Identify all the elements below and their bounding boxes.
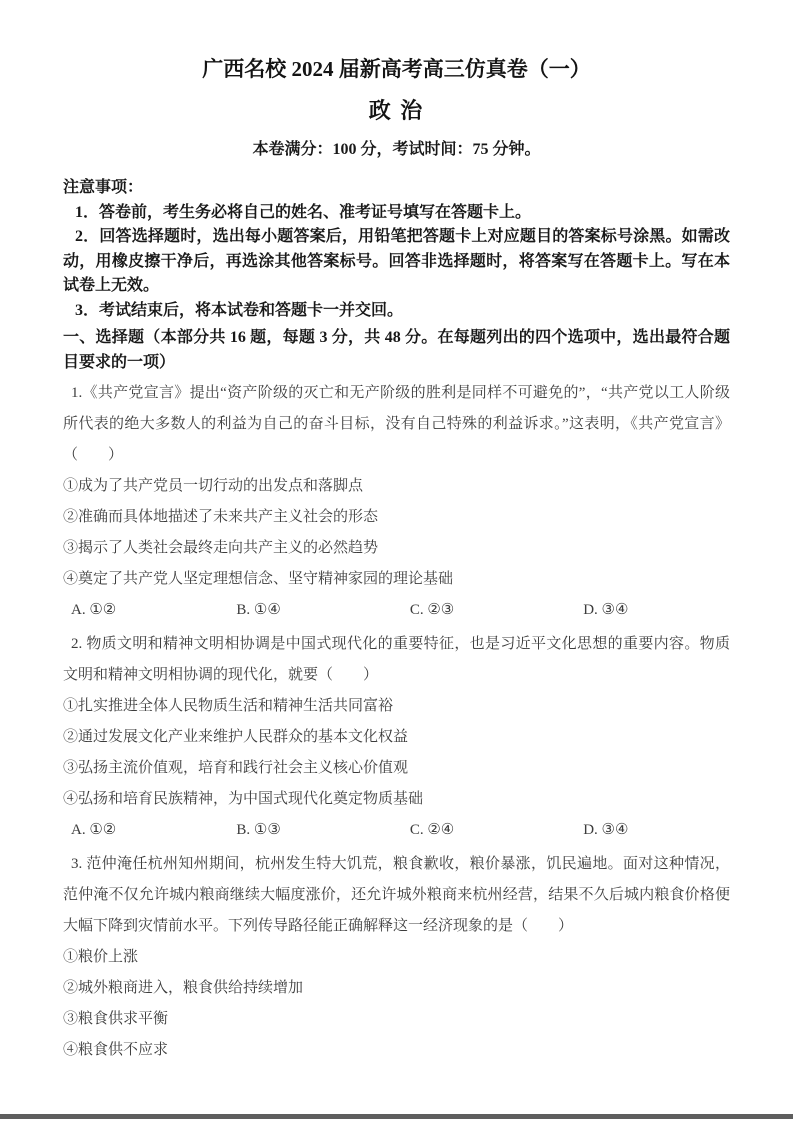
question-1-option-c: C. ②③ (409, 602, 455, 618)
question-1-option-d: D. ③④ (583, 602, 629, 618)
question-2-option-c: C. ②④ (409, 822, 455, 838)
question-3 (63, 849, 730, 1066)
question-2-statement-4: ④弘扬和培育民族精神，为中国式现代化奠定物质基础 (63, 791, 424, 807)
notice-item-1: 1．答卷前，考生务必将自己的姓名、准考证号填写在答题卡上。 (75, 203, 532, 221)
question-2-option-b: B. ①③ (236, 822, 281, 838)
exam-subject: 政 治 (368, 98, 425, 123)
question-3-statement-4: ④粮食供不应求 (63, 1042, 169, 1058)
question-2-statement-2: ②通过发展文化产业来维护人民群众的基本文化权益 (63, 729, 409, 745)
question-2-statement-3: ③弘扬主流价值观，培育和践行社会主义核心价值观 (63, 760, 409, 776)
question-1-option-b: B. ①④ (236, 602, 281, 618)
page-bottom-edge-line (0, 1114, 793, 1119)
question-2 (63, 629, 730, 846)
question-3-statement-2: ②城外粮商进入，粮食供给持续增加 (63, 980, 304, 996)
notice-heading: 注意事项： (63, 179, 144, 196)
question-1-statement-4: ④奠定了共产党人坚定理想信念、坚守精神家园的理论基础 (63, 571, 454, 587)
question-1-statement-3: ③揭示了人类社会最终走向共产主义的必然趋势 (63, 540, 379, 556)
question-3-statement-1: ①粮价上涨 (63, 949, 139, 965)
question-2-options-row (63, 815, 730, 846)
question-3-statement-3: ③粮食供求平衡 (63, 1011, 169, 1027)
question-1-stem: 1.《共产党宣言》提出“资产阶级的灭亡和无产阶级的胜利是同样不可避免的”，“共产党以工人阶级所代表的绝大多数人的利益为自己的奋斗目标，没有自己特殊的利益诉求。”这表明，《共产党宣言》（ ） (63, 385, 730, 463)
question-1-statement-2: ②准确而具体地描述了未来共产主义社会的形态 (63, 509, 379, 525)
question-1-option-a: A. ①② (71, 602, 117, 618)
question-2-statement-1: ①扎实推进全体人民物质生活和精神生活共同富裕 (63, 698, 394, 714)
notice-item-3: 3．考试结束后，将本试卷和答题卡一并交回。 (75, 301, 404, 319)
question-2-option-d: D. ③④ (583, 822, 629, 838)
question-3-stem: 3. 范仲淹任杭州知州期间，杭州发生特大饥荒，粮食歉收，粮价暴涨，饥民遍地。面对这种情况，范仲淹不仅允许城内粮商继续大幅度涨价，还允许城外粮商来杭州经营，结果不久后城内粮食价格便大幅下降到灾情前水平。下列传导路径能正确解释这一经济现象的是（ ） (63, 856, 730, 934)
section-header: 一、选择题（本部分共 16 题，每题 3 分，共 48 分。在每题列出的四个选项中，选出最符合题目要求的一项） (63, 329, 730, 371)
question-1-options-row (63, 595, 730, 626)
exam-info: 本卷满分：100 分，考试时间：75 分钟。 (252, 141, 541, 158)
question-2-stem: 2. 物质文明和精神文明相协调是中国式现代化的重要特征，也是习近平文化思想的重要内容。物质文明和精神文明相协调的现代化，就要（ ） (63, 636, 730, 683)
question-1-statement-1: ①成为了共产党员一切行动的出发点和落脚点 (63, 478, 364, 494)
question-1 (63, 378, 730, 626)
question-2-option-a: A. ①② (71, 822, 117, 838)
exam-title: 广西名校 2024 届新高考高三仿真卷（一） (202, 57, 591, 81)
notice-item-2: 2．回答选择题时，选出每小题答案后，用铅笔把答题卡上对应题目的答案标号涂黑。如需改动，用橡皮擦干净后，再选涂其他答案标号。回答非选择题时，将答案写在答题卡上。写在本试卷上无效。 (63, 228, 730, 294)
